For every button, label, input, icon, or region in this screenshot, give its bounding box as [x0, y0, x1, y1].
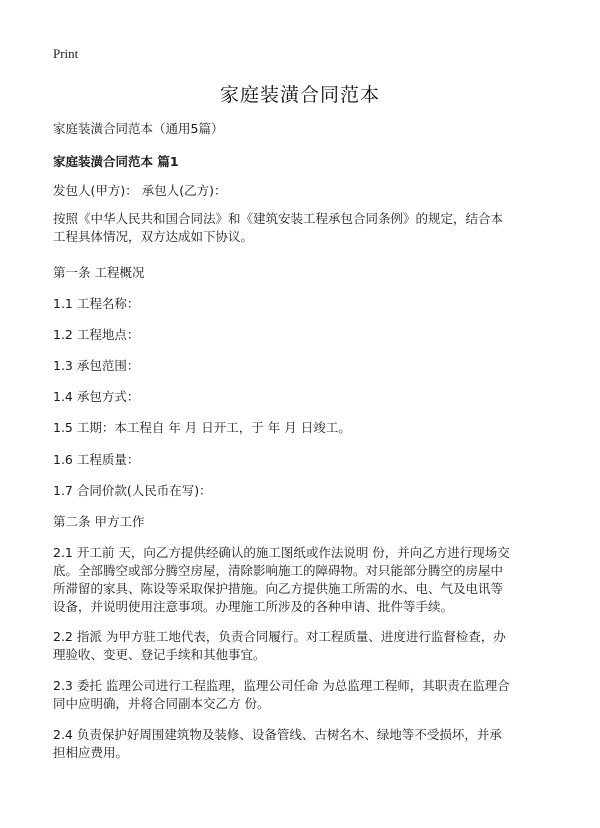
article1-item: 1.7 合同价款(人民币在写)： — [53, 483, 212, 498]
clause-line: 2.1 开工前 天，向乙方提供经确认的施工图纸或作法说明 份，并向乙方进行现场交 — [53, 545, 510, 560]
clause-line: 所滞留的家具、陈设等采取保护措施。向乙方提供施工所需的水、电、气及电讯等 — [53, 581, 504, 596]
article1-item: 1.2 工程地点： — [53, 327, 140, 342]
print-link[interactable]: Print — [53, 46, 79, 61]
clause-line: 担相应费用。 — [53, 745, 129, 760]
clause-line: 底。全部腾空或部分腾空房屋，清除影响施工的障碍物。对只能部分腾空的房屋中 — [53, 563, 504, 578]
article2-clause — [53, 677, 553, 713]
page-title: 家庭装潢合同范本 — [219, 84, 380, 106]
article1-item: 1.6 工程质量： — [53, 452, 140, 467]
document-subtitle: 家庭装潢合同范本（通用5篇） — [53, 121, 224, 136]
article1-item: 1.1 工程名称： — [53, 296, 140, 311]
clause-line: 2.2 指派 为甲方驻工地代表，负责合同履行。对工程质量、进度进行监督检查，办 — [53, 629, 506, 644]
article2-clause — [53, 628, 553, 664]
clause-line: 设备，并说明使用注意事项。办理施工所涉及的各种申请、批件等手续。 — [53, 599, 454, 614]
intro-line: 按照《中华人民共和国合同法》和《建筑安装工程承包合同条例》的规定，结合本 — [53, 211, 504, 226]
article1-heading: 第一条 工程概况 — [53, 265, 145, 280]
article2-heading: 第二条 甲方工作 — [53, 514, 145, 529]
clause-line: 理验收、变更、登记手续和其他事宜。 — [53, 647, 266, 662]
article1-item: 1.3 承包范围： — [53, 358, 140, 373]
intro-paragraph — [53, 210, 553, 246]
article1-item: 1.5 工期：本工程自 年 月 日开工，于 年 月 日竣工。 — [53, 420, 351, 435]
parties-line: 发包人(甲方)： 承包人(乙方)： — [53, 183, 227, 198]
article2-clause — [53, 726, 553, 762]
section-heading: 家庭装潢合同范本 篇1 — [53, 154, 179, 169]
clause-line: 2.4 负责保护好周围建筑物及装修、设备管线、古树名木、绿地等不受损坏，并承 — [53, 727, 502, 742]
clause-line: 2.3 委托 监理公司进行工程监理，监理公司任命 为总监理工程师，其职责在监理合 — [53, 678, 510, 693]
intro-line: 工程具体情况，双方达成如下协议。 — [53, 229, 254, 244]
article1-item: 1.4 承包方式： — [53, 389, 140, 404]
clause-line: 同中应明确，并将合同副本交乙方 份。 — [53, 696, 270, 711]
article2-clause — [53, 544, 553, 616]
